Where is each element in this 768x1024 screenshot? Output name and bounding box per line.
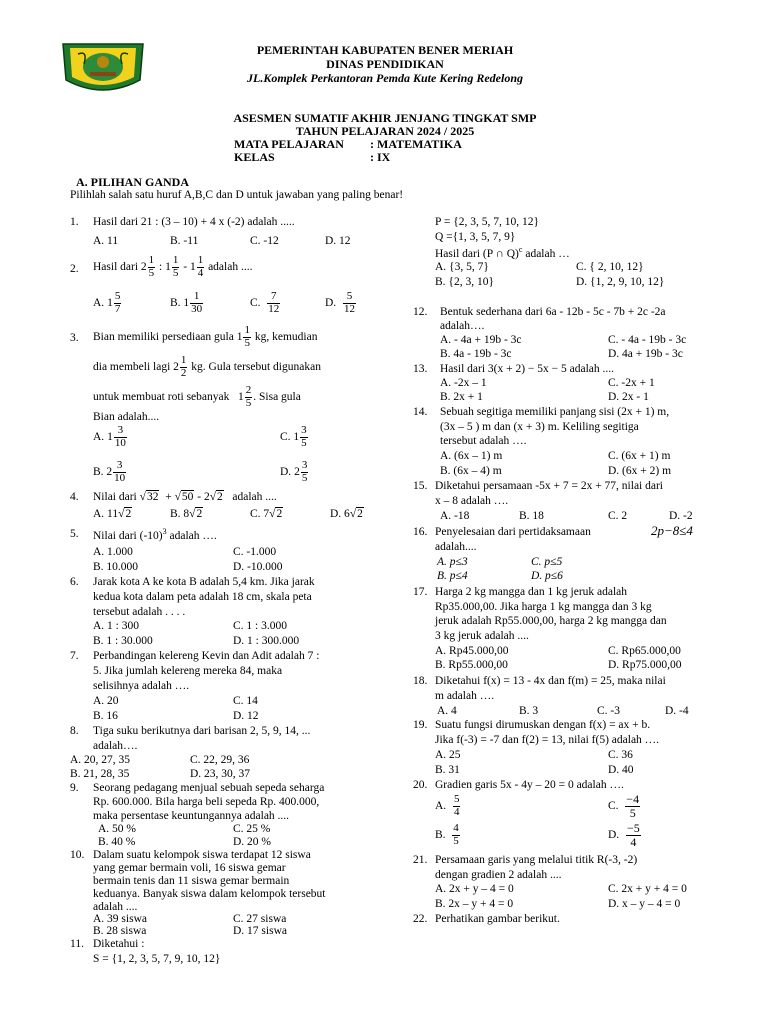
option-c: C. 2x + y + 4 = 0 — [608, 883, 687, 895]
question-number: 13. — [413, 363, 428, 375]
class-label: KELAS — [234, 150, 275, 164]
option-a: A. 1 : 300 — [93, 620, 139, 632]
option-d: D. 12 — [233, 710, 259, 722]
operator: : — [159, 261, 163, 273]
option-b: B. 1 : 30.000 — [93, 635, 153, 647]
question-line-3: maka persentase keuntungannya adalah .... — [93, 810, 290, 822]
question-number: 10. — [70, 849, 85, 861]
question-number: 19. — [413, 719, 428, 731]
option-d: D. -10.000 — [233, 561, 283, 573]
question-line-3: jeruk adalah Rp55.000,00, harga 2 kg mangga dan — [435, 615, 667, 627]
question-number: 2. — [70, 263, 79, 275]
option-a: A. (6x – 1) m — [440, 450, 503, 462]
question-number: 21. — [413, 854, 428, 866]
option-b: B. 31 — [435, 764, 460, 776]
fraction: $\frac{1}{5}$ — [148, 254, 155, 279]
option-c: C. p≤5 — [531, 556, 563, 568]
question-line-1: Seorang pedagang menjual sebuah sepeda seharga — [93, 782, 325, 794]
option-b: B. 16 — [93, 710, 118, 722]
option-c: C. $\frac{-4}{5}$ — [608, 792, 640, 820]
fraction: $\frac{1}{5}$ — [172, 254, 179, 279]
option-a: A. - 4a + 19b - 3c — [440, 334, 522, 346]
option-c: C. 2 — [608, 510, 628, 522]
option-c: C. 7√2 — [250, 508, 283, 520]
option-d: D. 2 $\frac{3}{5}$ — [280, 459, 308, 484]
option-b: B. $\frac{4}{5}$ — [435, 822, 459, 847]
option-b: B. 8√2 — [170, 508, 203, 520]
section-instruction: Pilihlah salah satu huruf A,B,C dan D untuk jawaban yang paling benar! — [70, 189, 404, 201]
question-line-2: Rp35.000,00. Jika harga 1 kg mangga dan 3 kg — [435, 601, 652, 613]
option-b: B. 3 — [519, 705, 539, 717]
option-d: D. 1 : 300.000 — [233, 635, 300, 647]
set-s: S = {1, 2, 3, 5, 7, 9, 10, 12} — [93, 953, 221, 965]
option-b: B. p≤4 — [437, 570, 468, 582]
section-title: A. PILIHAN GANDA — [76, 175, 190, 189]
question-line-1: Harga 2 kg mangga dan 1 kg jeruk adalah — [435, 586, 628, 598]
question-text: Hasil dari 3(x + 2) − 5x − 5 adalah .... — [440, 363, 615, 375]
operator: - 1 — [183, 261, 196, 273]
question-number: 11. — [70, 938, 84, 950]
question-line-1: Diketahui persamaan -5x + 7 = 2x + 77, nilai dari — [435, 480, 663, 492]
option-d: D. 23, 30, 37 — [190, 768, 251, 780]
option-d: D. $\frac{-5}{4}$ — [608, 821, 640, 849]
question-number: 3. — [70, 332, 79, 344]
question-line-3: untuk membuat roti sebanyak 1 $\frac{2}{5}$ . Sisa gula — [93, 384, 301, 409]
question-line-2: Rp. 600.000. Bila harga beli sepeda Rp. 400.000, — [93, 796, 320, 808]
question-line-2: kedua kota dalam peta adalah 18 cm, skala peta — [93, 591, 312, 603]
question-number: 22. — [413, 913, 428, 925]
option-b: B. 2 $\frac{3}{10}$ — [93, 459, 126, 484]
question-text: Hasil dari 21 : (3 – 10) + 4 x (-2) adalah ..... — [93, 216, 295, 228]
option-a: A. 11√2 — [93, 508, 132, 520]
question-line-2: adalah…. — [440, 320, 485, 332]
question-number: 1. — [70, 216, 79, 228]
option-d: D. p≤6 — [531, 570, 563, 582]
question-line-2: yang gemar bermain voli, 16 siswa gemar — [93, 862, 286, 874]
question-line-2: 5. Jika jumlah kelereng mereka 84, maka — [93, 665, 283, 677]
question-line-2: dengan gradien 2 adalah .... — [435, 869, 562, 881]
question-line-1: Bentuk sederhana dari 6a - 12b - 5c - 7b + 2c -2a — [440, 306, 666, 318]
option-a: A. 20 — [93, 695, 119, 707]
subject-label: MATA PELAJARAN — [234, 137, 344, 151]
exam-year: TAHUN PELAJARAN 2024 / 2025 — [295, 124, 475, 138]
question-number: 7. — [70, 650, 79, 662]
exam-title: ASESMEN SUMATIF AKHIR JENJANG TINGKAT SMP — [233, 111, 537, 125]
option-a: A. -2x – 1 — [440, 377, 487, 389]
question-line-1: Jarak kota A ke kota B adalah 5,4 km. Jika jarak — [93, 576, 315, 588]
question-ask: Hasil dari (P ∩ Q)$^c$ adalah … — [435, 245, 570, 260]
inequality: 2p−8≤4 — [651, 523, 693, 538]
option-c: C. -1.000 — [233, 546, 277, 558]
whole-number: 1 — [165, 261, 171, 273]
subject-value: : MATEMATIKA — [370, 137, 462, 151]
option-b: B. 28 siswa — [93, 925, 147, 937]
question-number: 6. — [70, 576, 79, 588]
option-d: D. (6x + 2) m — [608, 465, 672, 477]
option-c: C. 14 — [233, 695, 258, 707]
question-line-1: Penyelesaian dari pertidaksamaan — [435, 526, 591, 538]
option-c: C. (6x + 1) m — [608, 450, 671, 462]
question-line-2: adalah.... — [435, 541, 477, 553]
question-line-3: tersebut adalah . . . . — [93, 606, 186, 618]
option-c: C. 36 — [608, 749, 633, 761]
option-a: A. 1.000 — [93, 546, 133, 558]
option-a: A. 2x + y – 4 = 0 — [435, 883, 514, 895]
option-a: A. 39 siswa — [93, 913, 147, 925]
question-number: 14. — [413, 406, 428, 418]
option-a: A. 20, 27, 35 — [70, 754, 131, 766]
option-c: C. 22, 29, 36 — [190, 754, 250, 766]
question-line-1: Perbandingan kelereng Kevin dan Adit adalah 7 : — [93, 650, 320, 662]
question-line-1: Suatu fungsi dirumuskan dengan f(x) = ax + b. — [435, 719, 651, 731]
question-text: Gradien garis 5x - 4y – 20 = 0 adalah …. — [435, 779, 624, 791]
regency-emblem-icon — [60, 40, 146, 96]
question-number: 5. — [70, 528, 79, 540]
option-a: A. 25 — [435, 749, 461, 761]
option-c: C. - 4a - 19b - 3c — [608, 334, 687, 346]
option-d: D. 12 — [325, 235, 351, 247]
option-d: D. 17 siswa — [233, 925, 287, 937]
option-b: B. Rp55.000,00 — [435, 659, 508, 671]
option-a: A. {3, 5, 7} — [435, 261, 489, 273]
question-line-1: Diketahui f(x) = 13 - 4x dan f(m) = 25, maka nilai — [435, 675, 666, 687]
question-line-4: 3 kg jeruk adalah .... — [435, 630, 529, 642]
option-d: D. 4a + 19b - 3c — [608, 348, 683, 360]
option-b: B. -11 — [170, 235, 199, 247]
question-number: 16. — [413, 526, 428, 538]
question-line-2: (3x – 5 ) m dan (x + 3) m. Keliling segitiga — [440, 421, 639, 433]
option-d: D. -2 — [669, 510, 693, 522]
question-line-4: Bian adalah.... — [93, 411, 160, 423]
option-a: A. p≤3 — [437, 556, 468, 568]
question-line-1: Persamaan garis yang melalui titik R(-3, -2) — [435, 854, 638, 866]
question-line-2: dia membeli lagi 2 $\frac{1}{2}$ kg. Gula tersebut digunakan — [93, 354, 321, 379]
class-value: : IX — [370, 150, 391, 164]
question-line-5: adalah .... — [93, 901, 138, 913]
option-b: B. (6x – 4) m — [440, 465, 502, 477]
option-a: A. 50 % — [98, 823, 137, 835]
question-text: Perhatikan gambar berikut. — [435, 913, 560, 925]
option-b: B. 2x – y + 4 = 0 — [435, 898, 514, 910]
header-line-2: DINAS PENDIDIKAN — [326, 57, 444, 71]
option-a: A. 1 $\frac{5}{7}$ — [93, 290, 121, 315]
option-c: C. Rp65.000,00 — [608, 645, 681, 657]
question-line-1: Bian memiliki persediaan gula 1 $\frac{1}{5}$ kg, kemudian — [93, 324, 318, 349]
question-line-2: x – 8 adalah …. — [435, 495, 509, 507]
option-b: B. 4a - 19b - 3c — [440, 348, 512, 360]
option-c: C. -12 — [250, 235, 279, 247]
question-line-3: tersebut adalah …. — [440, 435, 527, 447]
question-line-3: selisihnya adalah …. — [93, 680, 190, 692]
option-c: C. 1 : 3.000 — [233, 620, 287, 632]
option-c: C. 1 $\frac{3}{5}$ — [280, 424, 307, 449]
text-tail: adalah .... — [208, 261, 253, 273]
question-line-1: Sebuah segitiga memiliki panjang sisi (2x + 1) m, — [440, 406, 670, 418]
option-b: B. 21, 28, 35 — [70, 768, 130, 780]
question-line-4: keduanya. Banyak siswa dalam kelompok tersebut — [93, 888, 326, 900]
option-c: C. { 2, 10, 12} — [576, 261, 644, 273]
option-c: C. $\frac{7}{12}$ — [250, 290, 280, 315]
option-a: A. -18 — [440, 510, 470, 522]
question-line-1: Diketahui : — [93, 938, 145, 950]
option-b: B. 18 — [519, 510, 544, 522]
option-b: B. {2, 3, 10} — [435, 276, 494, 288]
option-d: D. -4 — [665, 705, 689, 717]
option-a: A. 4 — [437, 705, 457, 717]
option-d: D. x – y – 4 = 0 — [608, 898, 681, 910]
question-line-1: Dalam suatu kelompok siswa terdapat 12 siswa — [93, 849, 311, 861]
header-line-1: PEMERINTAH KABUPATEN BENER MERIAH — [256, 43, 514, 57]
question-text: Nilai dari $(-10)^3$ adalah …. — [93, 527, 217, 542]
question-number: 17. — [413, 586, 428, 598]
question-text: Nilai dari √32 + √50 - 2√2 adalah .... — [93, 491, 277, 503]
header-line-3: JL.Komplek Perkantoran Pemda Kute Kering Redelong — [246, 71, 523, 85]
question-number: 12. — [413, 306, 428, 318]
option-c: C. 25 % — [233, 823, 271, 835]
question-number: 4. — [70, 491, 79, 503]
option-b: B. 40 % — [98, 836, 136, 848]
question-number: 20. — [413, 779, 428, 791]
option-d: D. 40 — [608, 764, 634, 776]
question-number: 8. — [70, 725, 79, 737]
fraction: $\frac{1}{4}$ — [197, 254, 204, 279]
question-number: 9. — [70, 782, 79, 794]
question-line-2: adalah…. — [93, 740, 138, 752]
option-d: D. 2x - 1 — [608, 391, 649, 403]
question-number: 18. — [413, 675, 428, 687]
option-b: B. 1 $\frac{1}{30}$ — [170, 290, 203, 315]
question-text — [93, 251, 252, 283]
text-lead: Hasil dari — [93, 261, 139, 273]
set-p: P = {2, 3, 5, 7, 10, 12} — [435, 216, 539, 228]
question-line-2: Jika f(-3) = -7 dan f(2) = 13, nilai f(5) adalah …. — [435, 734, 660, 746]
question-line-2: m adalah …. — [435, 690, 495, 702]
option-d: D. Rp75.000,00 — [608, 659, 682, 671]
option-d: D. $\frac{5}{12}$ — [325, 290, 355, 315]
option-b: B. 2x + 1 — [440, 391, 483, 403]
option-d: D. 20 % — [233, 836, 272, 848]
option-a: A. 11 — [93, 235, 119, 247]
question-number: 15. — [413, 480, 428, 492]
option-d: D. 6√2 — [330, 508, 363, 520]
option-b: B. 10.000 — [93, 561, 139, 573]
option-a: A. 1 $\frac{3}{10}$ — [93, 424, 126, 449]
option-c: C. 27 siswa — [233, 913, 287, 925]
option-d: D. {1, 2, 9, 10, 12} — [576, 276, 665, 288]
option-c: C. -3 — [597, 705, 620, 717]
option-a: A. Rp45.000,00 — [435, 645, 509, 657]
whole-number: 2 — [140, 261, 147, 273]
question-line-3: bermain tenis dan 11 siswa gemar bermain — [93, 875, 290, 887]
set-q: Q ={1, 3, 5, 7, 9} — [435, 231, 516, 243]
option-a: A. $\frac{5}{4}$ — [435, 793, 460, 818]
question-line-1: Tiga suku berikutnya dari barisan 2, 5, 9, 14, ... — [93, 725, 311, 737]
option-c: C. -2x + 1 — [608, 377, 655, 389]
